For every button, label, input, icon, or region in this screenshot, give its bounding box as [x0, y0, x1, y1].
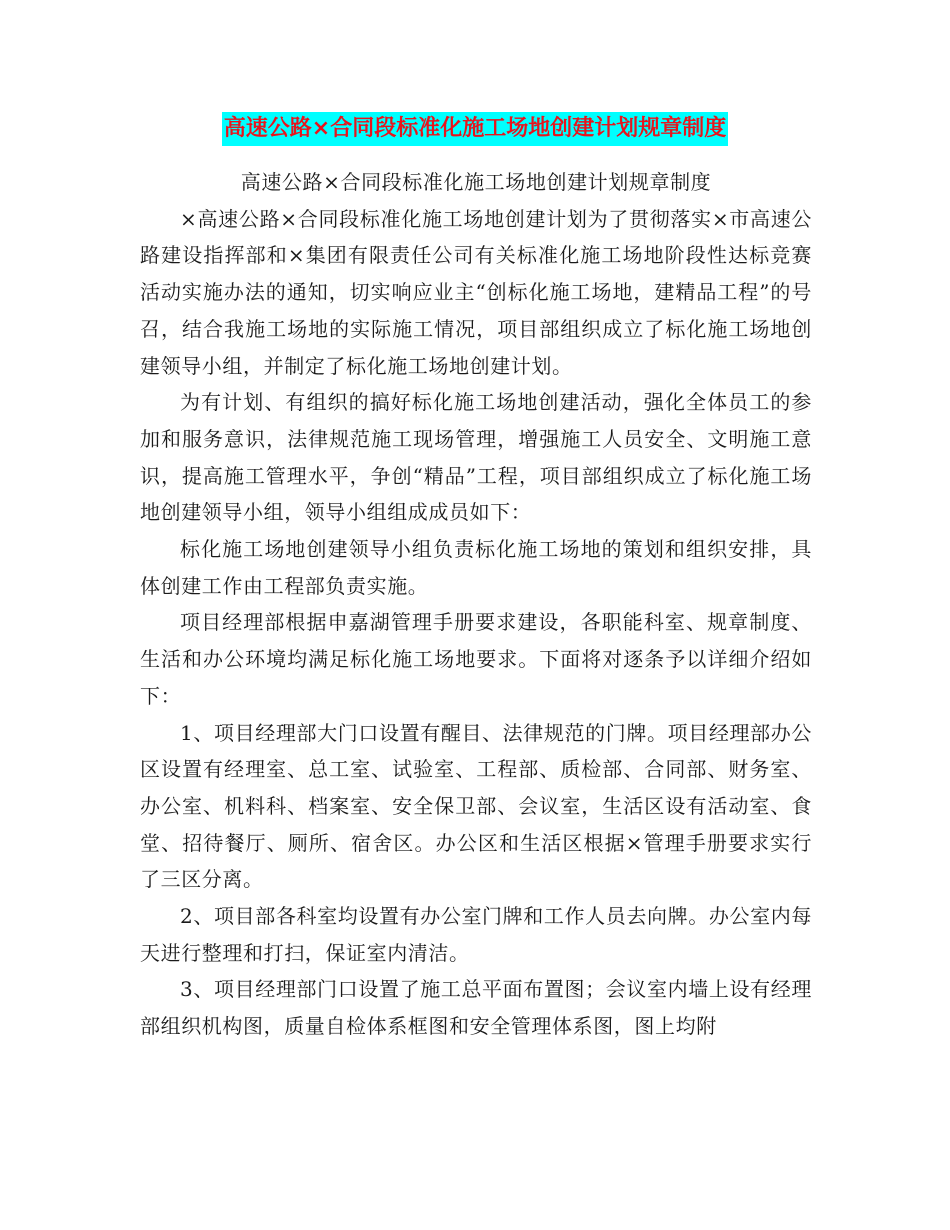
paragraph: 项目经理部根据申嘉湖管理手册要求建设，各职能科室、规章制度、生活和办公环境均满足标化施工场地要求。下面将对逐条予以详细介绍如下： [140, 610, 812, 708]
paragraph: ×高速公路×合同段标准化施工场地创建计划为了贯彻落实×市高速公路建设指挥部和×集团有限责任公司有关标准化施工场地阶段性达标竞赛活动实施办法的通知，切实响应业主“创标化施工场地，建精品工程”的号召，结合我施工场地的实际施工情况，项目部组织成立了标化施工场地创建领导小组，并制定了标化施工场地创建计划。 [140, 206, 812, 378]
document-title: 高速公路×合同段标准化施工场地创建计划规章制度 [222, 112, 728, 146]
paragraph: 2、项目部各科室均设置有办公室门牌和工作人员去向牌。办公室内每天进行整理和打扫，保证室内清洁。 [140, 904, 812, 965]
paragraph: 3、项目经理部门口设置了施工总平面布置图；会议室内墙上设有经理部组织机构图，质量自检体系框图和安全管理体系图，图上均附 [140, 977, 812, 1039]
paragraph: 为有计划、有组织的搞好标化施工场地创建活动，强化全体员工的参加和服务意识，法律规范施工现场管理，增强施工人员安全、文明施工意识，提高施工管理水平，争创“精品”工程，项目部组织成立了标化施工场地创建领导小组，领导小组组成成员如下： [140, 390, 812, 525]
document-subtitle: 高速公路×合同段标准化施工场地创建计划规章制度 [240, 170, 712, 194]
paragraph: 标化施工场地创建领导小组负责标化施工场地的策划和组织安排，具体创建工作由工程部负责实施。 [140, 537, 812, 598]
paragraph: 1、项目经理部大门口设置有醒目、法律规范的门牌。项目经理部办公区设置有经理室、总工室、试验室、工程部、质检部、合同部、财务室、办公室、机料科、档案室、安全保卫部、会议室，生活区设有活动室、食堂、招待餐厅、厕所、宿舍区。办公区和生活区根据×管理手册要求实行了三区分离。 [140, 720, 812, 892]
title-container [0, 112, 950, 146]
document-body [140, 164, 812, 1045]
